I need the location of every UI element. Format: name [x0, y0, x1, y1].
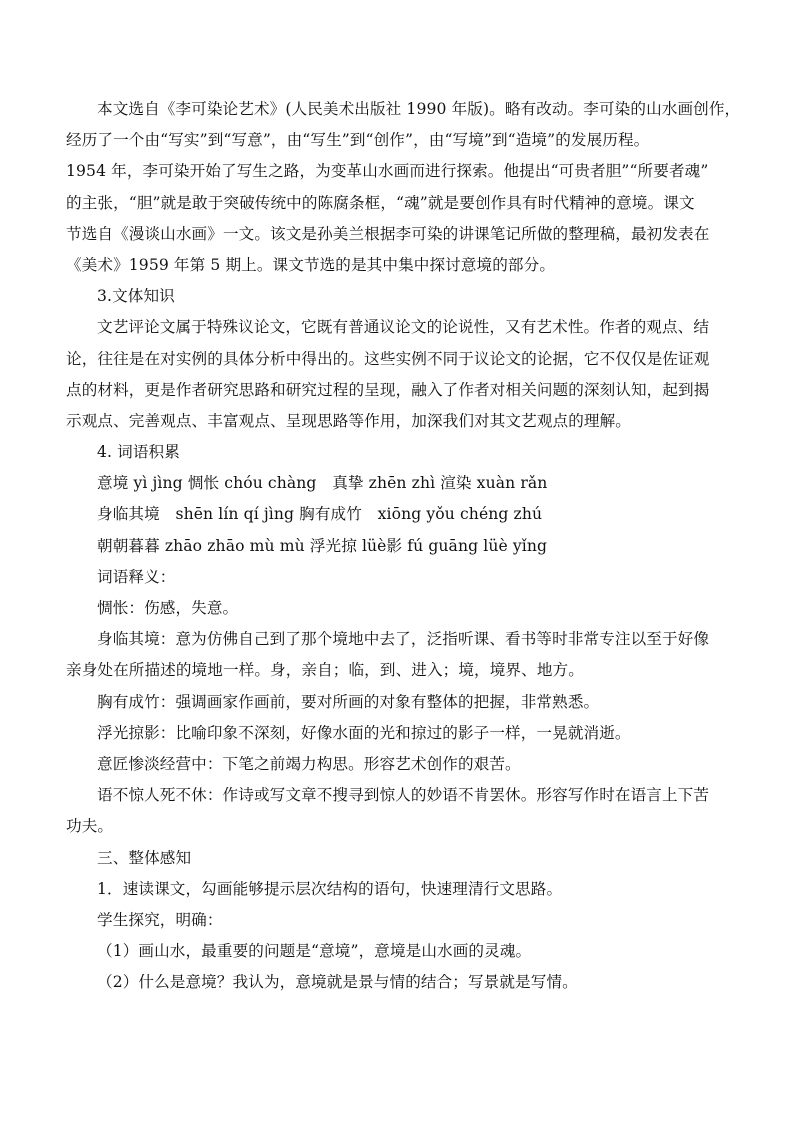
intro-line-4: 的主张，“胆”就是敢于突破传统中的陈腐条框，“魂”就是要创作具有时代精神的意境。课文 — [66, 193, 695, 212]
vocab-line-3: 朝朝暮暮 zhāo zhāo mù mù 浮光掠 lüè影 fú guāng lüè yǐng — [97, 536, 548, 555]
definition-4: 浮光掠影：比喻印象不深刻，好像水面的光和掠过的影子一样，一晃就消逝。 — [97, 723, 631, 742]
part-3-heading: 三、整体感知 — [97, 848, 192, 867]
part-3-inquiry: 学生探究，明确： — [97, 910, 223, 929]
definition-2-continuation: 亲身处在所描述的境地一样。身，亲自；临，到、进入；境，境界、地方。 — [66, 661, 584, 680]
definition-1: 惆怅：伤感，失意。 — [97, 599, 239, 617]
intro-line-5: 节选自《漫谈山水画》一文。该文是孙美兰根据李可染的讲课笔记所做的整理稿，最初发表在 — [66, 224, 710, 243]
definition-3: 胸有成竹：强调画家作画前，要对所画的对象有整体的把握，非常熟悉。 — [97, 692, 600, 711]
definition-5: 意匠惨淡经营中：下笔之前竭力构思。形容艺术创作的艰苦。 — [97, 754, 521, 773]
intro-line-3: 1954 年，李可染开始了写生之路，为变革山水画而进行探索。他提出“可贵者胆”“所要者魂” — [66, 162, 709, 181]
section-3-line-4: 示观点、完善观点、丰富观点、呈现思路等作用，加深我们对其文艺观点的理解。 — [66, 411, 631, 430]
intro-line-1: 本文选自《李可染论艺术》(人民美术出版社 1990 年版)。略有改动。李可染的山水画创作， — [97, 100, 741, 118]
intro-line-6: 《美术》1959 年第 5 期上。课文节选的是其中集中探讨意境的部分。 — [66, 255, 556, 274]
section-3-line-1: 文艺评论文属于特殊议论文，它既有普通议论文的论说性，又有艺术性。作者的观点、结 — [97, 318, 710, 337]
definition-2: 身临其境：意为仿佛自己到了那个境地中去了，泛指听课、看书等时非常专注以至于好像 — [97, 630, 710, 649]
definition-6-continuation: 功夫。 — [66, 817, 114, 836]
section-3-line-2: 论，往往是在对实例的具体分析中得出的。这些实例不同于议论文的论据，它不仅仅是佐证观 — [66, 349, 710, 368]
document-body — [66, 94, 741, 998]
definitions-label: 词语释义： — [97, 567, 176, 586]
part-3-point-2: （2）什么是意境？我认为，意境就是景与情的结合；写景就是写情。 — [97, 973, 578, 992]
part-3-point-1: （1）画山水，最重要的问题是“意境”，意境是山水画的灵魂。 — [97, 942, 532, 961]
intro-line-2: 经历了一个由“写实”到“写意”，由“写生”到“创作”，由“写境”到“造境”的发展历程。 — [66, 131, 650, 150]
vocab-line-1: 意境 yì jìng 惆怅 chóu chàng 真挚 zhēn zhì 渲染 xuàn rǎn — [97, 474, 548, 493]
section-4-heading: 4. 词语积累 — [97, 443, 180, 462]
section-3-heading: 3.文体知识 — [97, 287, 175, 306]
definition-6: 语不惊人死不休：作诗或写文章不搜寻到惊人的妙语不肯罢休。形容写作时在语言上下苦 — [97, 786, 710, 805]
part-3-item-1: 1．速读课文，勾画能够提示层次结构的语句，快速理清行文思路。 — [97, 879, 563, 898]
vocab-line-2: 身临其境 shēn lín qí jìng 胸有成竹 xiōng yǒu chéng zhú — [97, 505, 543, 524]
section-3-line-3: 点的材料，更是作者研究思路和研究过程的呈现，融入了作者对相关问题的深刻认知，起到揭 — [66, 380, 710, 399]
